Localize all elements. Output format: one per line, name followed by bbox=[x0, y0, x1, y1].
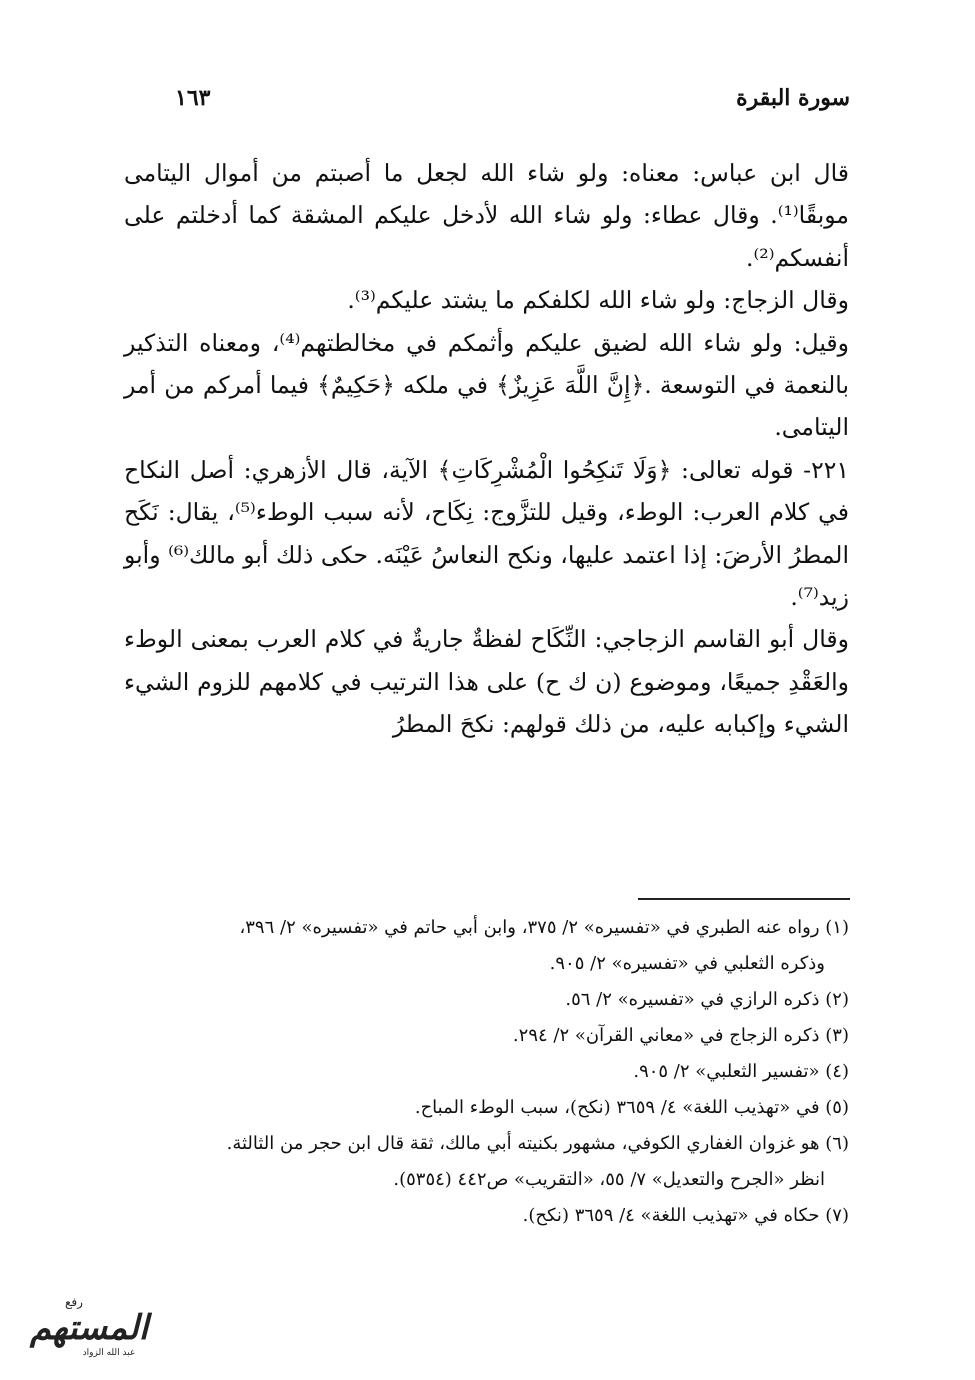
logo-sub-text: عبد الله الزواد bbox=[82, 1348, 136, 1358]
footnote-continuation: وذكره الثعلبي في «تفسيره» ٢/ ٩٠٥. bbox=[549, 953, 825, 974]
page-header bbox=[175, 78, 850, 118]
footnote-text: (٣) ذكره الزجاج في «معاني القرآن» ٢/ ٢٩٤. bbox=[512, 1025, 849, 1046]
footnote-text: (٧) حكاه في «تهذيب اللغة» ٤/ ٣٦٥٩ (نكح). bbox=[522, 1205, 849, 1226]
page-number: ١٦٣ bbox=[175, 85, 211, 111]
footnote-6 bbox=[124, 1126, 849, 1198]
footnotes bbox=[124, 910, 849, 1234]
footnote-7 bbox=[124, 1198, 849, 1234]
paragraph: وقال أبو القاسم الزجاجي: النِّكَاح لفظةٌ جاريةٌ في كلام العرب بمعنى الوطء والعَقْدِ جميعًا، وموضوع (ن ك ح) على هذا الترتيب في كلامهم للزوم الشيء الشيء وإكبابه عليه، من ذلك قولهم: نكحَ المطرُ bbox=[124, 625, 849, 739]
footnote-text: (٢) ذكره الرازي في «تفسيره» ٢/ ٥٦. bbox=[565, 989, 849, 1010]
footnote-text: (٥) في «تهذيب اللغة» ٤/ ٣٦٥٩ (نكح)، سبب الوطء المباح. bbox=[414, 1097, 849, 1118]
footnote-3 bbox=[124, 1018, 849, 1054]
surah-title: سورة البقرة bbox=[736, 85, 850, 111]
paragraph: وقال الزجاج: ولو شاء الله لكلفكم ما يشتد عليكم⁽³⁾. bbox=[347, 286, 849, 315]
paragraph: قال ابن عباس: معناه: ولو شاء الله لجعل ما أصبتم من أموال اليتامى موبقًا⁽¹⁾. وقال عطاء: ولو شاء الله لأدخل عليكم المشقة كما أدخلتم على أنفسكم⁽²⁾. bbox=[124, 159, 849, 272]
paragraph: ٢٢١- قوله تعالى: ﴿وَلَا تَنكِحُوا الْمُشْرِكَاتِ﴾ الآية، قال الأزهري: أصل النكاح في كلام العرب: الوطء، وقيل للتزَّوج: نِكَاح، لأنه سبب الوطء⁽⁵⁾، يقال: نَكَح المطرُ الأرضَ: إذا اعتمد عليها، ونكح النعاسُ عَيْنَه. حكى ذلك أبو مالك⁽⁶⁾ وأبو زيد⁽⁷⁾. bbox=[124, 455, 849, 612]
main-text bbox=[124, 152, 849, 746]
footnote-4 bbox=[124, 1054, 849, 1090]
footnote-5 bbox=[124, 1090, 849, 1126]
footnote-continuation: انظر «الجرح والتعديل» ٧/ ٥٥، «التقريب» ص٤٤٢ (٥٣٥٤). bbox=[393, 1169, 825, 1190]
footnote-separator bbox=[638, 898, 850, 900]
footnote-text: (٤) «تفسير الثعلبي» ٢/ ٩٠٥. bbox=[633, 1061, 849, 1082]
footnote-1 bbox=[124, 910, 849, 982]
paragraph: وقيل: ولو شاء الله لضيق عليكم وأثمكم في مخالطتهم⁽⁴⁾، ومعناه التذكير بالنعمة في التوسعة .﴿إِنَّ اللَّهَ عَزِيزٌ﴾ في ملكه ﴿حَكِيمٌ﴾ فيما أمركم من أمر اليتامى. bbox=[124, 328, 849, 442]
footnote-text: (١) رواه عنه الطبري في «تفسيره» ٢/ ٣٧٥، وابن أبي حاتم في «تفسيره» ٢/ ٣٩٦، bbox=[239, 917, 849, 938]
footnote-text: (٦) هو غزوان الغفاري الكوفي، مشهور بكنيته أبي مالك، ثقة قال ابن حجر من الثالثة. bbox=[226, 1133, 849, 1154]
logo-top-text: رفع bbox=[65, 1295, 83, 1309]
publisher-logo bbox=[14, 1295, 164, 1370]
footnote-2 bbox=[124, 982, 849, 1018]
logo-main-text: المستهم bbox=[29, 1308, 149, 1348]
